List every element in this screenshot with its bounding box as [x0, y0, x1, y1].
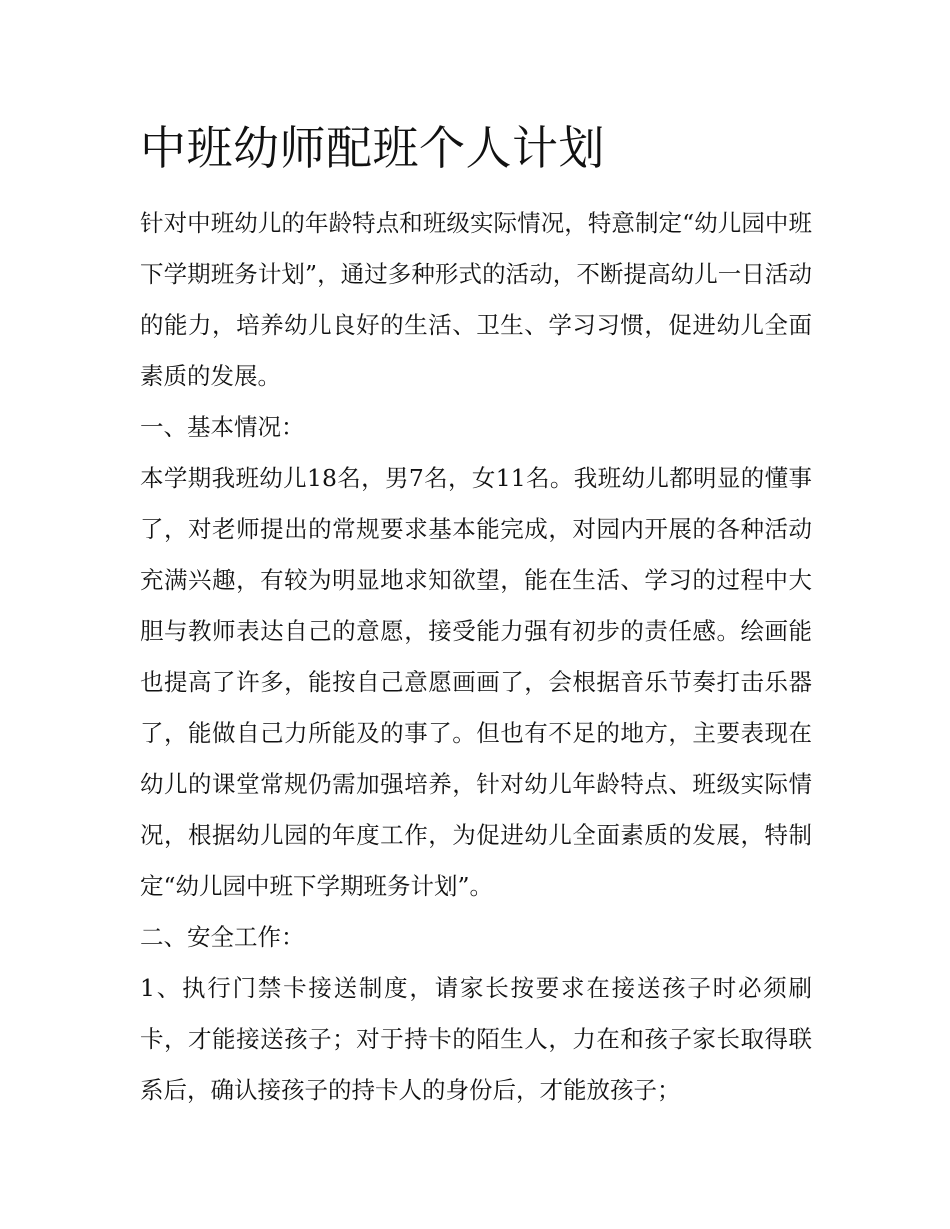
safety-item-1-paragraph: 1、执行门禁卡接送制度，请家长按要求在接送孩子时必须刷卡，才能接送孩子；对于持卡的陌生人，力在和孩子家长取得联系后，确认接孩子的持卡人的身份后，才能放孩子；	[140, 974, 812, 1104]
document-title: 中班幼师配班个人计划	[140, 121, 605, 175]
document-page	[140, 112, 812, 1116]
section-heading-safety-work: 二、安全工作：	[140, 923, 305, 951]
intro-paragraph: 针对中班幼儿的年龄特点和班级实际情况，特意制定“幼儿园中班下学期班务计划”，通过多种形式的活动，不断提高幼儿一日活动的能力，培养幼儿良好的生活、卫生、学习习惯，促进幼儿全面素质的发展。	[140, 209, 812, 390]
section-heading-basic-situation: 一、基本情况：	[140, 413, 305, 441]
basic-situation-paragraph: 本学期我班幼儿18名，男7名，女11名。我班幼儿都明显的懂事了，对老师提出的常规要求基本能完成，对园内开展的各种活动充满兴趣，有较为明显地求知欲望，能在生活、学习的过程中大胆与教师表达自己的意愿，接受能力强有初步的责任感。绘画能也提高了许多，能按自己意愿画画了，会根据音乐节奏打击乐器了，能做自己力所能及的事了。但也有不足的地方，主要表现在幼儿的课堂常规仍需加强培养，针对幼儿年龄特点、班级实际情况，根据幼儿园的年度工作，为促进幼儿全面素质的发展，特制定“幼儿园中班下学期班务计划”。	[140, 464, 812, 900]
